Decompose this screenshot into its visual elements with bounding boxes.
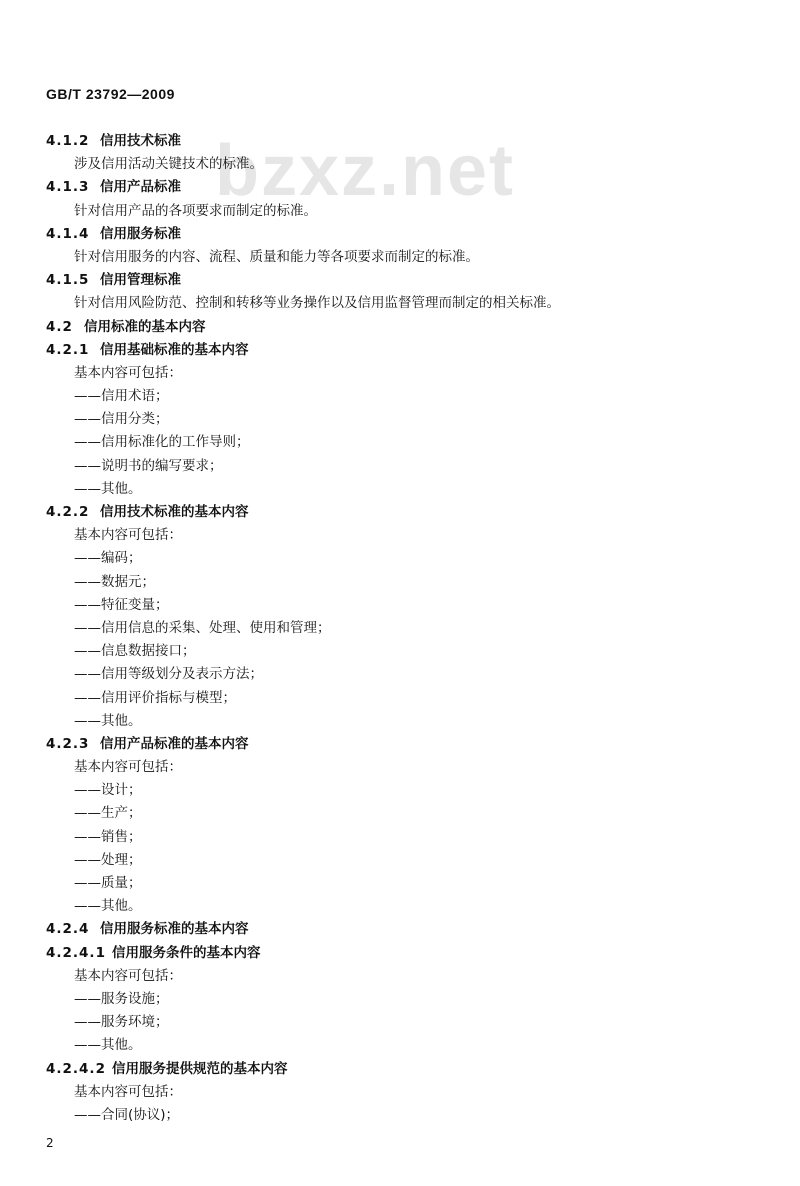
document-body (46, 130, 766, 1127)
section-heading (46, 942, 766, 965)
body-text: ——信用等级划分及表示方法； (74, 666, 263, 683)
section-number: 4.2.2 (46, 504, 90, 520)
document-number: GB/T 23792—2009 (46, 86, 175, 102)
body-text: 基本内容可包括： (74, 967, 182, 984)
section-title: 信用服务提供规范的基本内容 (112, 1060, 288, 1077)
section-heading (46, 1058, 766, 1081)
section-number: 4.2.4 (46, 921, 90, 938)
body-text: 基本内容可包括： (74, 527, 182, 544)
section-heading (46, 130, 766, 153)
body-text: 基本内容可包括： (74, 1083, 182, 1100)
section-heading (46, 176, 766, 199)
body-text: ——质量； (74, 875, 142, 891)
body-text: ——设计； (74, 782, 142, 799)
section-heading (46, 339, 766, 362)
body-text: 针对信用服务的内容、流程、质量和能力等各项要求而制定的标准。 (74, 248, 479, 265)
section-title: 信用产品标准的基本内容 (100, 735, 249, 752)
body-text: ——其他。 (74, 898, 142, 915)
body-text: ——特征变量； (74, 596, 169, 613)
section-number: 4.1.5 (46, 272, 90, 289)
body-text: 基本内容可包括： (74, 364, 182, 381)
section-title: 信用产品标准 (100, 179, 181, 196)
body-text: 针对信用产品的各项要求而制定的标准。 (74, 202, 317, 219)
section-number: 4.2 (46, 318, 73, 335)
body-text: ——其他。 (74, 712, 142, 729)
body-text: ——销售； (74, 828, 142, 845)
body-text: ——信用分类； (74, 411, 169, 428)
section-heading (46, 316, 766, 339)
section-number: 4.1.2 (46, 133, 90, 149)
body-text: 基本内容可包括： (74, 759, 182, 776)
body-text: ——合同(协议)； (74, 1106, 180, 1123)
section-title: 信用基础标准的基本内容 (100, 341, 249, 358)
section-number: 4.2.4.2 (46, 1060, 106, 1077)
section-heading (46, 918, 766, 941)
body-text: ——数据元； (74, 573, 155, 590)
body-text: ——信用标准化的工作导则； (74, 434, 250, 451)
body-text: ——其他。 (74, 1037, 142, 1054)
section-title: 信用技术标准 (100, 133, 181, 149)
section-heading (46, 733, 766, 756)
body-text: ——服务设施； (74, 990, 169, 1007)
body-text: ——生产； (74, 805, 142, 822)
section-title: 信用技术标准的基本内容 (100, 504, 249, 520)
body-text: ——信用信息的采集、处理、使用和管理； (74, 619, 331, 636)
section-number: 4.1.4 (46, 225, 90, 242)
section-number: 4.2.3 (46, 735, 90, 752)
section-heading (46, 223, 766, 246)
body-text: ——信用评价指标与模型； (74, 689, 236, 706)
page-number: 2 (46, 1136, 54, 1150)
section-title: 信用服务条件的基本内容 (112, 944, 261, 961)
section-number: 4.2.1 (46, 341, 90, 358)
section-heading (46, 269, 766, 292)
section-title: 信用标准的基本内容 (84, 318, 206, 335)
body-text: 针对信用风险防范、控制和转移等业务操作以及信用监督管理而制定的相关标准。 (74, 295, 560, 312)
section-number: 4.2.4.1 (46, 944, 106, 961)
body-text: ——说明书的编写要求； (74, 457, 223, 474)
section-title: 信用服务标准 (100, 225, 181, 242)
body-text: ——其他。 (74, 480, 142, 497)
section-title: 信用管理标准 (100, 272, 181, 289)
body-text: ——处理； (74, 851, 142, 868)
body-text: 涉及信用活动关键技术的标准。 (74, 156, 263, 173)
section-title: 信用服务标准的基本内容 (100, 921, 249, 938)
section-heading (46, 501, 766, 524)
section-number: 4.1.3 (46, 179, 90, 196)
body-text: ——编码； (74, 550, 142, 567)
body-text: ——信用术语； (74, 388, 169, 405)
body-text: ——服务环境； (74, 1014, 169, 1031)
watermark: bzxz.net (215, 131, 516, 211)
body-text: ——信息数据接口； (74, 643, 196, 660)
